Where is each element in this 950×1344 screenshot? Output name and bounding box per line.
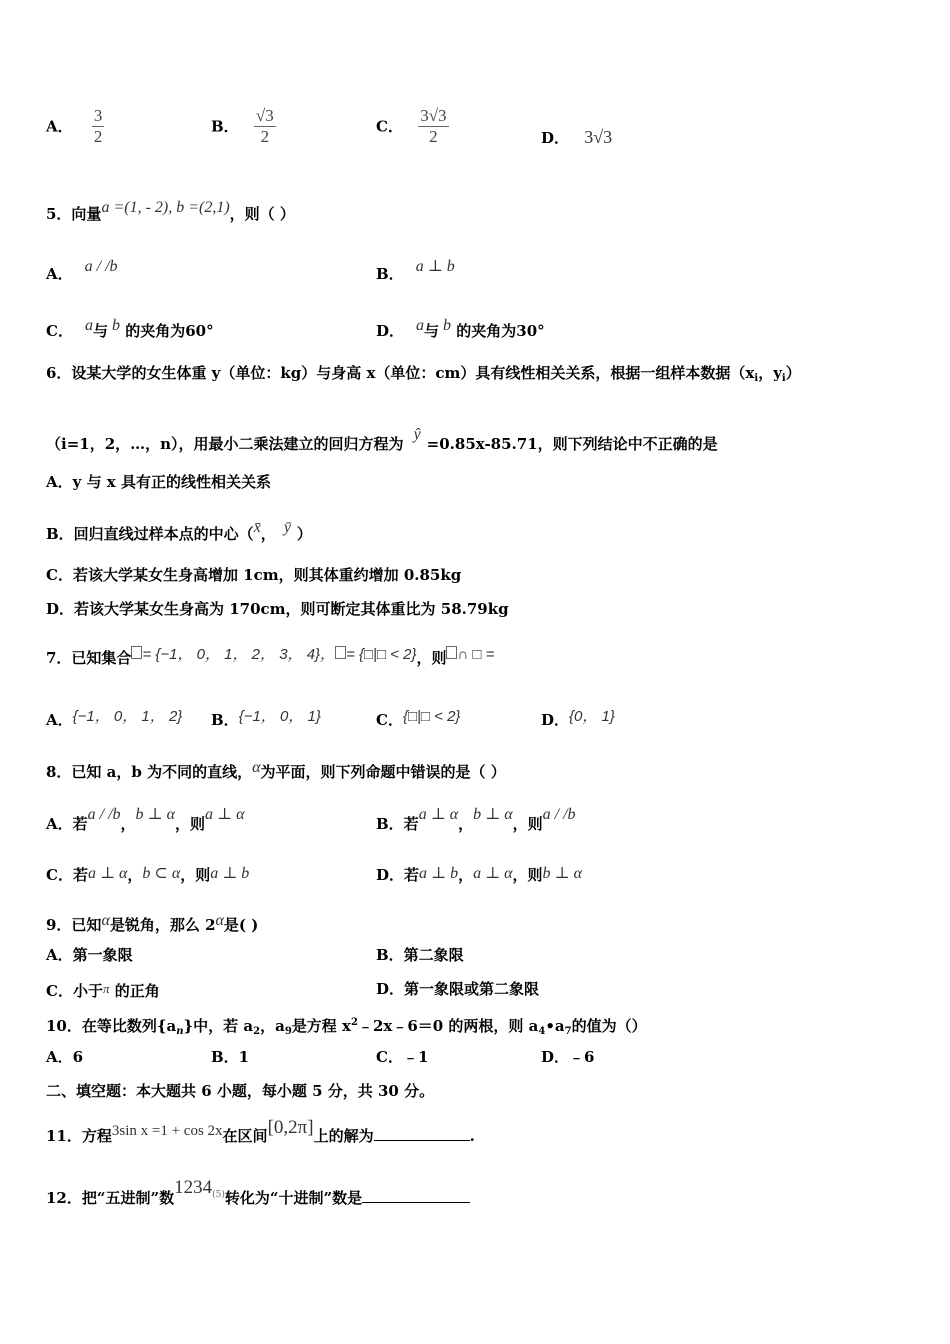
q11-stem [46,1118,475,1146]
stem-text: ，则 [512,866,543,884]
stem-text: 12．把“五进制”数 [46,1189,175,1207]
subscript: i [754,373,759,384]
subscript: 7 [564,1026,572,1037]
stem-text: 的夹角为60° [119,322,214,340]
q6-stem-line2 [46,425,718,454]
subscript: 2 [253,1026,261,1037]
option-label: D． [376,322,405,340]
q5-option-a [46,257,118,284]
denominator: 2 [260,127,270,146]
q10-option-c: C．﹣1 [376,1048,429,1066]
denominator: 2 [429,127,438,146]
answer-blank[interactable] [374,1140,470,1141]
set-expr: {−1， 0， 1} [238,708,321,725]
math-expr: 3√3 [584,127,613,147]
subscript: n [176,1026,184,1037]
vector-math: a =(1, - 2), b =(2,1) [101,199,230,216]
stem-text: 与 [424,322,440,340]
stem-text: 的夹角为30° [451,322,545,340]
option-label: B． [211,711,239,729]
stem-text: ，则 [175,815,206,833]
math-expr: a ⊥ b [419,865,459,882]
option-label: C． [46,322,73,340]
stem-text: 7．已知集合 [46,649,132,667]
q9-option-d: D．第一象限或第二象限 [376,980,540,998]
q4-option-b [211,106,276,147]
q9-option-a: A．第一象限 [46,946,133,964]
numerator: √3 [255,106,274,125]
stem-text: 为平面，则下列命题中错误的是（ ） [260,763,506,781]
stem-text: 在区间 [222,1127,268,1145]
stem-text: 的值为（） [571,1017,647,1035]
stem-text: ，则 [180,866,211,884]
math-var: a [416,317,425,334]
math-expr: a ⊥ α [205,806,245,823]
math-expr: a ⊥ b [415,258,455,275]
answer-blank[interactable] [362,1202,470,1203]
q5-option-c [46,316,214,341]
q4-option-a [46,106,104,147]
numerator: 3√3 [420,106,447,125]
option-label: A．若 [46,815,88,833]
y-bar: ȳ [283,519,291,536]
q9-option-b: B．第二象限 [376,946,464,964]
equation: 3sin x =1 + cos 2x [111,1123,223,1139]
q9-stem [46,911,258,935]
q10-option-b: B．1 [211,1048,250,1066]
fraction [254,106,276,147]
q6-option-d: D．若该大学某女生身高为 170cm，则可断定其体重比为 58.79kg [46,600,509,618]
q7-option-d [541,707,615,730]
stem-text: C．小于 [46,982,103,1000]
stem-text: 的正角 [109,982,160,1000]
math-expr: a ⊥ α [87,865,128,882]
q10-stem [46,1013,647,1042]
stem-text: 5．向量 [46,205,102,223]
stem-text: }中，若 a [183,1017,254,1035]
q7-option-a [46,707,182,730]
math-expr: b ⊂ α [142,865,181,882]
y-hat: ŷ [413,426,421,443]
q8-option-b [376,805,576,834]
math-var: a [84,317,93,334]
stem-text: 转化为“十进制”数是 [224,1189,363,1207]
x-bar: x̄ [253,519,261,536]
option-label: A． [46,265,73,283]
stem-text: ， [458,815,474,833]
q5-option-d [376,316,545,341]
set-b-symbol [335,646,346,659]
stem-text: ， [260,525,276,543]
math-expr: a / /b [84,258,118,275]
option-label: D．若 [376,866,420,884]
stem-text: ， [120,815,136,833]
option-label: C．若 [46,866,88,884]
stem-text: ，则 [512,815,543,833]
stem-text: 8．已知 a，b 为不同的直线， [46,763,253,781]
stem-text: 是方程 x [291,1017,351,1035]
fraction [418,106,448,147]
base-subscript: (5) [212,1190,225,1200]
numerator: 3 [93,106,103,125]
math-expr: b ⊥ α [135,806,175,823]
stem-text: 10．在等比数列{a [46,1017,177,1035]
set-a: = {−1， 0， 1， 2， 3， 4}， [142,646,336,663]
math-expr: a ⊥ α [418,806,459,823]
alpha-symbol: α [101,912,110,929]
q9-option-c [46,979,160,1001]
math-expr: a ⊥ b [210,865,250,882]
set-b: = {□|□ < 2} [346,646,417,663]
stem-text: 是锐角，那么 2 [109,916,216,934]
option-label: C． [376,711,403,729]
fraction [92,106,105,147]
option-label: D． [541,129,570,147]
set-expr: {−1， 0， 1， 2} [72,708,183,725]
math-expr: a / /b [542,806,576,823]
stem-text: ） [296,525,312,543]
set-expr: {0， 1} [569,708,615,725]
set-a-symbol [446,646,457,659]
q12-stem [46,1178,470,1208]
subscript: 4 [538,1026,546,1037]
pi-symbol: π [102,981,110,996]
stem-text: 是( ) [223,916,259,934]
q6-stem-line1 [46,363,801,389]
q5-option-b [376,257,455,284]
stem-text: 11．方程 [46,1127,112,1145]
q8-option-a [46,805,244,834]
option-label: C． [376,117,403,136]
alpha-symbol: α [252,759,261,776]
math-var: b [111,317,120,334]
q6-option-c: C．若该大学某女生身高增加 1cm，则其体重约增加 0.85kg [46,566,462,584]
stem-text: ﹣2x﹣6＝0 的两根，则 a [357,1017,539,1035]
stem-text: . [469,1127,475,1145]
stem-text: 9．已知 [46,916,102,934]
stem-text: ，则 [416,649,447,667]
stem-text: B．回归直线过样本点的中心（ [46,525,254,543]
q8-option-c [46,864,249,885]
math-expr: b ⊥ α [542,865,582,882]
base5-number: 1234 [174,1177,213,1198]
option-label: D． [541,711,570,729]
stem-text: ，a [260,1017,285,1035]
subscript: 9 [284,1026,292,1037]
option-label: B．若 [376,815,419,833]
interval: [0,2π] [267,1117,314,1138]
q10-option-a: A．6 [46,1048,84,1066]
set-expr: {□|□ < 2} [402,708,461,725]
q6-option-b [46,518,312,544]
denominator: 2 [93,127,103,146]
option-label: A． [46,711,73,729]
superscript: 2 [350,1017,358,1028]
stem-text: 6．设某大学的女生体重 y（单位：kg）与身高 x（单位：cm）具有线性相关关系，根据一组样本数据（x [46,364,755,382]
stem-text: ， [127,866,143,884]
stem-text: •a [545,1017,565,1035]
q10-option-d: D．﹣6 [541,1048,595,1066]
stem-text: ） [785,364,801,382]
q6-option-a: A．y 与 x 具有正的线性相关关系 [46,473,271,491]
q8-stem [46,758,506,782]
stem-text: 与 [92,322,108,340]
stem-text: =0.85x-85.71，则下列结论中不正确的是 [426,435,718,453]
math-var: b [443,317,452,334]
q7-stem [46,645,494,668]
stem-text: ， [458,866,474,884]
option-label: A． [46,117,73,136]
option-label: B． [376,265,404,283]
stem-text: （i=1，2，…，n），用最小二乘法建立的回归方程为 [46,435,404,453]
alpha-symbol: α [215,912,224,929]
section-heading: 二、填空题：本大题共 6 小题，每小题 5 分，共 30 分。 [46,1082,435,1100]
math-expr: a ⊥ α [473,865,513,882]
math-expr: a / /b [87,806,121,823]
q4-option-c [376,106,449,147]
math-expr: b ⊥ α [473,806,513,823]
set-a-symbol [131,646,142,659]
subscript: i [781,373,786,384]
q5-stem [46,198,295,224]
q7-option-c [376,707,460,730]
q8-option-d [376,864,582,885]
stem-text: ，则（ ） [229,205,295,223]
intersection: ∩ □ = [457,646,495,663]
stem-text: ，y [758,364,782,382]
stem-text: 上的解为 [313,1127,374,1145]
option-label: B． [211,117,239,136]
q4-option-d [541,127,612,148]
q7-option-b [211,707,321,730]
